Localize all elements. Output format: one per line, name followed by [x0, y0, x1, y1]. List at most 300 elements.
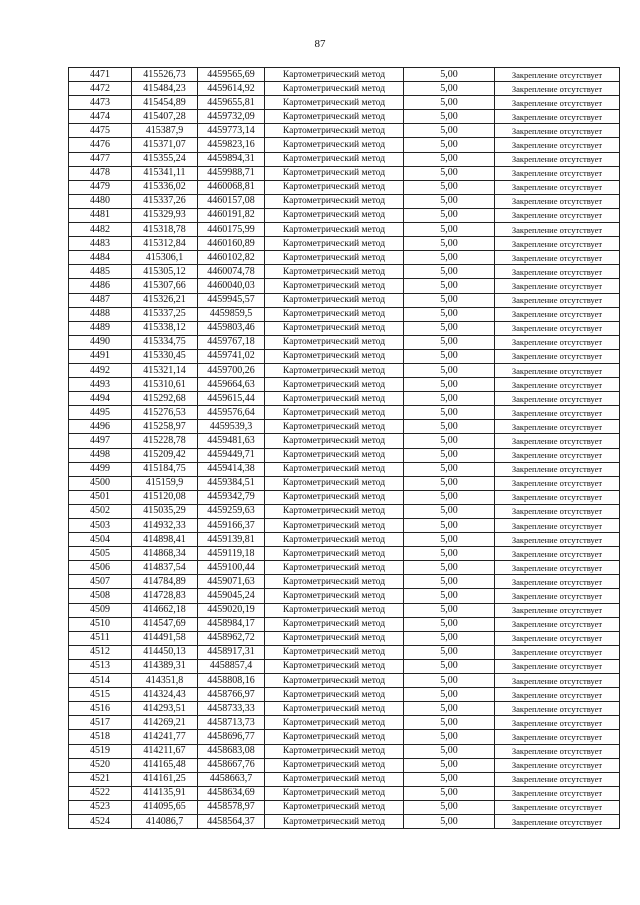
fixing-cell: Закрепление отсутствует: [495, 223, 620, 237]
fixing-cell: Закрепление отсутствует: [495, 476, 620, 490]
method-cell: Картометрический метод: [265, 490, 404, 504]
coord-y: 4459741,02: [198, 349, 265, 363]
point-number: 4493: [69, 378, 132, 392]
table-row: [69, 138, 620, 152]
coord-y: 4458733,33: [198, 702, 265, 716]
point-number: 4500: [69, 476, 132, 490]
coord-x: 415484,23: [132, 82, 198, 96]
point-number: 4514: [69, 674, 132, 688]
method-cell: Картометрический метод: [265, 603, 404, 617]
coord-x: 414547,69: [132, 617, 198, 631]
method-cell: Картометрический метод: [265, 406, 404, 420]
table-row: [69, 800, 620, 814]
table-row: [69, 786, 620, 800]
fixing-cell: Закрепление отсутствует: [495, 631, 620, 645]
coord-x: 414868,34: [132, 547, 198, 561]
method-cell: Картометрический метод: [265, 448, 404, 462]
accuracy-cell: 5,00: [404, 617, 495, 631]
coord-x: 415305,12: [132, 265, 198, 279]
coord-x: 415407,28: [132, 110, 198, 124]
table-row: [69, 279, 620, 293]
point-number: 4484: [69, 251, 132, 265]
accuracy-cell: 5,00: [404, 279, 495, 293]
coord-x: 415276,53: [132, 406, 198, 420]
point-number: 4489: [69, 321, 132, 335]
coord-y: 4459539,3: [198, 420, 265, 434]
point-number: 4516: [69, 702, 132, 716]
point-number: 4473: [69, 96, 132, 110]
coord-y: 4459565,69: [198, 68, 265, 82]
coord-y: 4458713,73: [198, 716, 265, 730]
fixing-cell: Закрепление отсутствует: [495, 194, 620, 208]
table-row: [69, 814, 620, 828]
accuracy-cell: 5,00: [404, 180, 495, 194]
fixing-cell: Закрепление отсутствует: [495, 293, 620, 307]
accuracy-cell: 5,00: [404, 814, 495, 828]
accuracy-cell: 5,00: [404, 659, 495, 673]
coord-x: 415337,26: [132, 194, 198, 208]
coord-x: 415454,89: [132, 96, 198, 110]
coord-x: 415307,66: [132, 279, 198, 293]
accuracy-cell: 5,00: [404, 307, 495, 321]
coord-y: 4459615,44: [198, 392, 265, 406]
coordinates-table: [68, 67, 620, 829]
point-number: 4486: [69, 279, 132, 293]
method-cell: Картометрический метод: [265, 631, 404, 645]
coord-y: 4459071,63: [198, 575, 265, 589]
coord-x: 414211,67: [132, 744, 198, 758]
coord-x: 414898,41: [132, 533, 198, 547]
fixing-cell: Закрепление отсутствует: [495, 490, 620, 504]
method-cell: Картометрический метод: [265, 96, 404, 110]
coord-y: 4459481,63: [198, 434, 265, 448]
point-number: 4503: [69, 519, 132, 533]
coord-x: 414135,91: [132, 786, 198, 800]
point-number: 4477: [69, 152, 132, 166]
table-row: [69, 448, 620, 462]
coord-y: 4459732,09: [198, 110, 265, 124]
coord-y: 4459342,79: [198, 490, 265, 504]
point-number: 4491: [69, 349, 132, 363]
accuracy-cell: 5,00: [404, 68, 495, 82]
accuracy-cell: 5,00: [404, 293, 495, 307]
coord-x: 415312,84: [132, 237, 198, 251]
coord-y: 4458857,4: [198, 659, 265, 673]
table-row: [69, 617, 620, 631]
method-cell: Картометрический метод: [265, 82, 404, 96]
accuracy-cell: 5,00: [404, 800, 495, 814]
method-cell: Картометрический метод: [265, 180, 404, 194]
point-number: 4482: [69, 223, 132, 237]
fixing-cell: Закрепление отсутствует: [495, 772, 620, 786]
point-number: 4474: [69, 110, 132, 124]
point-number: 4499: [69, 462, 132, 476]
accuracy-cell: 5,00: [404, 772, 495, 786]
point-number: 4501: [69, 490, 132, 504]
method-cell: Картометрический метод: [265, 68, 404, 82]
coord-x: 414293,51: [132, 702, 198, 716]
fixing-cell: Закрепление отсутствует: [495, 645, 620, 659]
coord-x: 415355,24: [132, 152, 198, 166]
method-cell: Картометрический метод: [265, 434, 404, 448]
point-number: 4496: [69, 420, 132, 434]
coord-x: 414351,8: [132, 674, 198, 688]
coord-x: 415035,29: [132, 504, 198, 518]
method-cell: Картометрический метод: [265, 547, 404, 561]
coord-x: 415336,02: [132, 180, 198, 194]
table-row: [69, 166, 620, 180]
table-row: [69, 180, 620, 194]
coord-y: 4459664,63: [198, 378, 265, 392]
accuracy-cell: 5,00: [404, 378, 495, 392]
table-row: [69, 490, 620, 504]
accuracy-cell: 5,00: [404, 363, 495, 377]
method-cell: Картометрический метод: [265, 702, 404, 716]
table-row: [69, 688, 620, 702]
coord-x: 414837,54: [132, 561, 198, 575]
fixing-cell: Закрепление отсутствует: [495, 152, 620, 166]
table-row: [69, 702, 620, 716]
point-number: 4490: [69, 335, 132, 349]
coord-y: 4459259,63: [198, 504, 265, 518]
method-cell: Картометрический метод: [265, 420, 404, 434]
table-row: [69, 293, 620, 307]
accuracy-cell: 5,00: [404, 110, 495, 124]
fixing-cell: Закрепление отсутствует: [495, 166, 620, 180]
method-cell: Картометрический метод: [265, 504, 404, 518]
fixing-cell: Закрепление отсутствует: [495, 758, 620, 772]
coord-x: 415337,25: [132, 307, 198, 321]
coord-y: 4460191,82: [198, 208, 265, 222]
table-row: [69, 504, 620, 518]
method-cell: Картометрический метод: [265, 321, 404, 335]
coord-y: 4459384,51: [198, 476, 265, 490]
method-cell: Картометрический метод: [265, 279, 404, 293]
point-number: 4517: [69, 716, 132, 730]
table-row: [69, 744, 620, 758]
fixing-cell: Закрепление отсутствует: [495, 124, 620, 138]
table-row: [69, 321, 620, 335]
method-cell: Картометрический метод: [265, 462, 404, 476]
method-cell: Картометрический метод: [265, 786, 404, 800]
table-row: [69, 659, 620, 673]
accuracy-cell: 5,00: [404, 448, 495, 462]
fixing-cell: Закрепление отсутствует: [495, 406, 620, 420]
coord-y: 4458663,7: [198, 772, 265, 786]
accuracy-cell: 5,00: [404, 321, 495, 335]
point-number: 4479: [69, 180, 132, 194]
table-row: [69, 194, 620, 208]
table-row: [69, 349, 620, 363]
coord-x: 414932,33: [132, 519, 198, 533]
point-number: 4483: [69, 237, 132, 251]
coord-x: 415387,9: [132, 124, 198, 138]
coord-y: 4459576,64: [198, 406, 265, 420]
fixing-cell: Закрепление отсутствует: [495, 335, 620, 349]
point-number: 4508: [69, 589, 132, 603]
point-number: 4513: [69, 659, 132, 673]
accuracy-cell: 5,00: [404, 476, 495, 490]
table-row: [69, 716, 620, 730]
point-number: 4485: [69, 265, 132, 279]
method-cell: Картометрический метод: [265, 293, 404, 307]
accuracy-cell: 5,00: [404, 504, 495, 518]
coord-x: 415371,07: [132, 138, 198, 152]
point-number: 4492: [69, 363, 132, 377]
point-number: 4495: [69, 406, 132, 420]
table-row: [69, 603, 620, 617]
coord-y: 4459166,37: [198, 519, 265, 533]
table-row: [69, 476, 620, 490]
method-cell: Картометрический метод: [265, 688, 404, 702]
accuracy-cell: 5,00: [404, 674, 495, 688]
method-cell: Картометрический метод: [265, 363, 404, 377]
coord-y: 4459119,18: [198, 547, 265, 561]
method-cell: Картометрический метод: [265, 645, 404, 659]
table-row: [69, 519, 620, 533]
coord-y: 4459700,26: [198, 363, 265, 377]
point-number: 4510: [69, 617, 132, 631]
method-cell: Картометрический метод: [265, 124, 404, 138]
table-row: [69, 110, 620, 124]
coord-y: 4459823,16: [198, 138, 265, 152]
table-row: [69, 124, 620, 138]
coord-y: 4458564,37: [198, 814, 265, 828]
coord-y: 4458917,31: [198, 645, 265, 659]
accuracy-cell: 5,00: [404, 138, 495, 152]
accuracy-cell: 5,00: [404, 251, 495, 265]
coord-x: 414450,13: [132, 645, 198, 659]
coord-x: 415292,68: [132, 392, 198, 406]
method-cell: Картометрический метод: [265, 772, 404, 786]
coord-x: 415526,73: [132, 68, 198, 82]
coord-y: 4459414,38: [198, 462, 265, 476]
accuracy-cell: 5,00: [404, 335, 495, 349]
point-number: 4523: [69, 800, 132, 814]
accuracy-cell: 5,00: [404, 589, 495, 603]
table-row: [69, 462, 620, 476]
method-cell: Картометрический метод: [265, 744, 404, 758]
coord-y: 4459020,19: [198, 603, 265, 617]
coord-y: 4459988,71: [198, 166, 265, 180]
table-row: [69, 378, 620, 392]
coord-x: 414491,58: [132, 631, 198, 645]
table-row: [69, 730, 620, 744]
accuracy-cell: 5,00: [404, 194, 495, 208]
accuracy-cell: 5,00: [404, 786, 495, 800]
coord-x: 415184,75: [132, 462, 198, 476]
table-row: [69, 645, 620, 659]
accuracy-cell: 5,00: [404, 82, 495, 96]
table-row: [69, 363, 620, 377]
coord-y: 4459945,57: [198, 293, 265, 307]
coord-y: 4460157,08: [198, 194, 265, 208]
table-row: [69, 152, 620, 166]
fixing-cell: Закрепление отсутствует: [495, 265, 620, 279]
fixing-cell: Закрепление отсутствует: [495, 180, 620, 194]
accuracy-cell: 5,00: [404, 223, 495, 237]
coord-x: 415334,75: [132, 335, 198, 349]
accuracy-cell: 5,00: [404, 561, 495, 575]
method-cell: Картометрический метод: [265, 800, 404, 814]
fixing-cell: Закрепление отсутствует: [495, 68, 620, 82]
method-cell: Картометрический метод: [265, 194, 404, 208]
fixing-cell: Закрепление отсутствует: [495, 547, 620, 561]
method-cell: Картометрический метод: [265, 716, 404, 730]
table-row: [69, 335, 620, 349]
coord-y: 4460160,89: [198, 237, 265, 251]
accuracy-cell: 5,00: [404, 152, 495, 166]
fixing-cell: Закрепление отсутствует: [495, 82, 620, 96]
table-row: [69, 265, 620, 279]
coord-y: 4459139,81: [198, 533, 265, 547]
fixing-cell: Закрепление отсутствует: [495, 561, 620, 575]
table-row: [69, 208, 620, 222]
coord-x: 415306,1: [132, 251, 198, 265]
fixing-cell: Закрепление отсутствует: [495, 702, 620, 716]
fixing-cell: Закрепление отсутствует: [495, 575, 620, 589]
method-cell: Картометрический метод: [265, 223, 404, 237]
fixing-cell: Закрепление отсутствует: [495, 504, 620, 518]
accuracy-cell: 5,00: [404, 434, 495, 448]
fixing-cell: Закрепление отсутствует: [495, 434, 620, 448]
coord-x: 415341,11: [132, 166, 198, 180]
coord-y: 4458683,08: [198, 744, 265, 758]
accuracy-cell: 5,00: [404, 533, 495, 547]
fixing-cell: Закрепление отсутствует: [495, 307, 620, 321]
table-row: [69, 406, 620, 420]
accuracy-cell: 5,00: [404, 519, 495, 533]
fixing-cell: Закрепление отсутствует: [495, 96, 620, 110]
fixing-cell: Закрепление отсутствует: [495, 378, 620, 392]
table-row: [69, 251, 620, 265]
point-number: 4505: [69, 547, 132, 561]
point-number: 4522: [69, 786, 132, 800]
fixing-cell: Закрепление отсутствует: [495, 716, 620, 730]
table-row: [69, 772, 620, 786]
point-number: 4481: [69, 208, 132, 222]
point-number: 4471: [69, 68, 132, 82]
table-row: [69, 434, 620, 448]
method-cell: Картометрический метод: [265, 814, 404, 828]
method-cell: Картометрический метод: [265, 533, 404, 547]
fixing-cell: Закрепление отсутствует: [495, 208, 620, 222]
table-row: [69, 631, 620, 645]
accuracy-cell: 5,00: [404, 96, 495, 110]
accuracy-cell: 5,00: [404, 631, 495, 645]
fixing-cell: Закрепление отсутствует: [495, 589, 620, 603]
table-row: [69, 561, 620, 575]
point-number: 4502: [69, 504, 132, 518]
coord-x: 414662,18: [132, 603, 198, 617]
method-cell: Картометрический метод: [265, 265, 404, 279]
accuracy-cell: 5,00: [404, 688, 495, 702]
coord-x: 415330,45: [132, 349, 198, 363]
table-row: [69, 758, 620, 772]
table-row: [69, 68, 620, 82]
coord-x: 414241,77: [132, 730, 198, 744]
fixing-cell: Закрепление отсутствует: [495, 321, 620, 335]
point-number: 4488: [69, 307, 132, 321]
coord-y: 4459045,24: [198, 589, 265, 603]
coord-y: 4458696,77: [198, 730, 265, 744]
point-number: 4511: [69, 631, 132, 645]
coord-y: 4460040,03: [198, 279, 265, 293]
coord-x: 414165,48: [132, 758, 198, 772]
accuracy-cell: 5,00: [404, 490, 495, 504]
fixing-cell: Закрепление отсутствует: [495, 420, 620, 434]
point-number: 4476: [69, 138, 132, 152]
accuracy-cell: 5,00: [404, 392, 495, 406]
coord-y: 4459803,46: [198, 321, 265, 335]
coord-y: 4459614,92: [198, 82, 265, 96]
point-number: 4506: [69, 561, 132, 575]
fixing-cell: Закрепление отсутствует: [495, 730, 620, 744]
coord-x: 415326,21: [132, 293, 198, 307]
fixing-cell: Закрепление отсутствует: [495, 448, 620, 462]
point-number: 4519: [69, 744, 132, 758]
table-row: [69, 307, 620, 321]
method-cell: Картометрический метод: [265, 138, 404, 152]
coord-x: 414389,31: [132, 659, 198, 673]
point-number: 4512: [69, 645, 132, 659]
coord-x: 415209,42: [132, 448, 198, 462]
method-cell: Картометрический метод: [265, 335, 404, 349]
point-number: 4497: [69, 434, 132, 448]
point-number: 4515: [69, 688, 132, 702]
point-number: 4524: [69, 814, 132, 828]
fixing-cell: Закрепление отсутствует: [495, 138, 620, 152]
point-number: 4520: [69, 758, 132, 772]
page-number: 87: [314, 38, 326, 50]
accuracy-cell: 5,00: [404, 265, 495, 279]
table-row: [69, 82, 620, 96]
coord-y: 4459773,14: [198, 124, 265, 138]
accuracy-cell: 5,00: [404, 702, 495, 716]
fixing-cell: Закрепление отсутствует: [495, 744, 620, 758]
method-cell: Картометрический метод: [265, 617, 404, 631]
point-number: 4504: [69, 533, 132, 547]
fixing-cell: Закрепление отсутствует: [495, 251, 620, 265]
fixing-cell: Закрепление отсутствует: [495, 363, 620, 377]
accuracy-cell: 5,00: [404, 237, 495, 251]
fixing-cell: Закрепление отсутствует: [495, 617, 620, 631]
accuracy-cell: 5,00: [404, 166, 495, 180]
accuracy-cell: 5,00: [404, 420, 495, 434]
coord-y: 4458667,76: [198, 758, 265, 772]
coord-y: 4458634,69: [198, 786, 265, 800]
coord-y: 4459100,44: [198, 561, 265, 575]
method-cell: Картометрический метод: [265, 589, 404, 603]
point-number: 4518: [69, 730, 132, 744]
accuracy-cell: 5,00: [404, 716, 495, 730]
coord-x: 414161,25: [132, 772, 198, 786]
table-row: [69, 674, 620, 688]
coord-y: 4459767,18: [198, 335, 265, 349]
accuracy-cell: 5,00: [404, 406, 495, 420]
fixing-cell: Закрепление отсутствует: [495, 519, 620, 533]
fixing-cell: Закрепление отсутствует: [495, 603, 620, 617]
method-cell: Картометрический метод: [265, 152, 404, 166]
accuracy-cell: 5,00: [404, 547, 495, 561]
accuracy-cell: 5,00: [404, 758, 495, 772]
point-number: 4480: [69, 194, 132, 208]
point-number: 4487: [69, 293, 132, 307]
table-row: [69, 533, 620, 547]
coord-y: 4459894,31: [198, 152, 265, 166]
accuracy-cell: 5,00: [404, 645, 495, 659]
fixing-cell: Закрепление отсутствует: [495, 659, 620, 673]
